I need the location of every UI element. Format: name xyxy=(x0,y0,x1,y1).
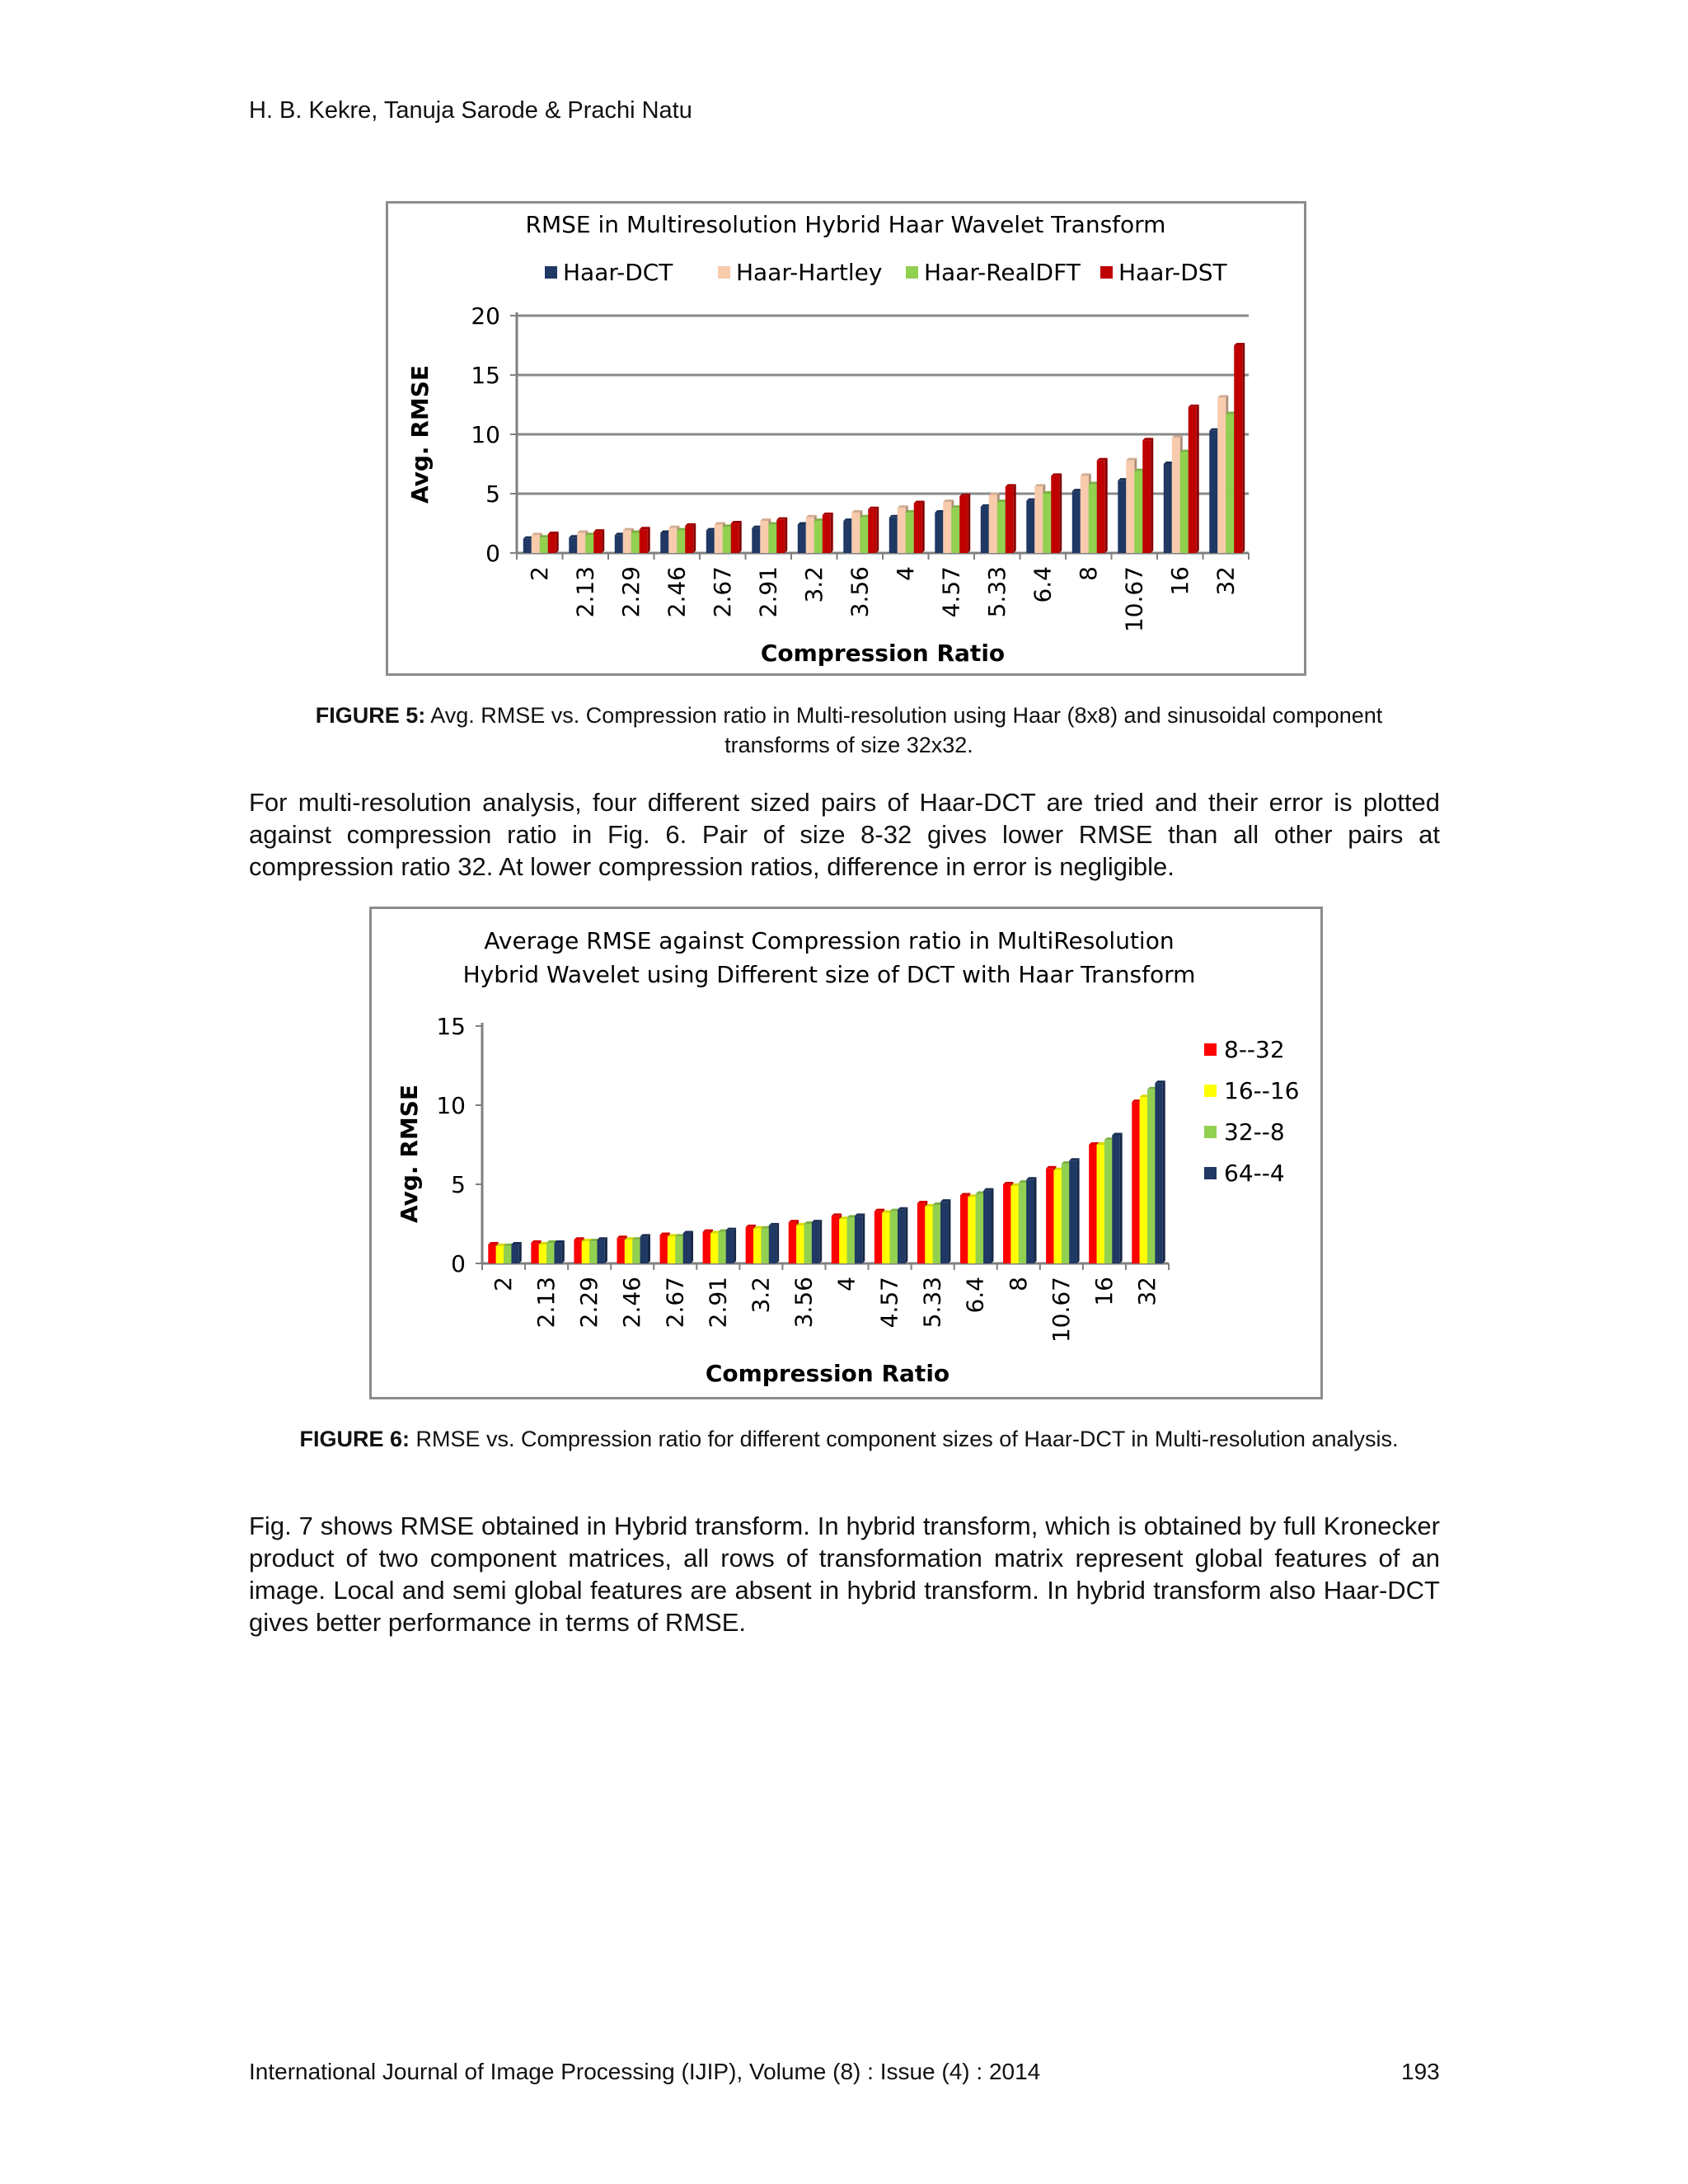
x-tick-label: 2.13 xyxy=(532,1277,560,1329)
bar-side xyxy=(776,1223,779,1263)
bar xyxy=(1051,476,1059,553)
legend-swatch xyxy=(1100,266,1113,279)
bar xyxy=(625,1240,632,1263)
bar xyxy=(574,1240,581,1263)
x-tick-label: 3.56 xyxy=(846,566,874,618)
x-tick-label: 3.2 xyxy=(747,1277,775,1314)
bar xyxy=(1097,1145,1104,1263)
x-tick-label: 16 xyxy=(1090,1277,1118,1306)
bar xyxy=(1003,1184,1010,1263)
bar-side xyxy=(693,523,696,553)
bar xyxy=(814,521,823,553)
bar xyxy=(943,502,951,553)
bar xyxy=(851,513,860,553)
bar-side xyxy=(519,1242,522,1263)
x-tick-label: 2.13 xyxy=(571,566,599,618)
chart-title: Average RMSE against Compression ratio in MultiResolution xyxy=(484,927,1175,954)
y-tick-label: 20 xyxy=(471,302,500,330)
bar-side xyxy=(605,1237,607,1263)
figure5-caption xyxy=(272,701,1426,760)
legend-swatch xyxy=(545,266,557,279)
bar-side xyxy=(562,1240,565,1263)
bar xyxy=(832,1216,839,1263)
legend-swatch xyxy=(1204,1085,1217,1097)
bar-side xyxy=(1034,1177,1037,1263)
legend-swatch xyxy=(906,266,918,279)
x-tick-label: 5.33 xyxy=(918,1277,946,1329)
legend-label: 16--16 xyxy=(1224,1077,1300,1104)
bar-side xyxy=(1014,484,1016,553)
bar xyxy=(1234,345,1242,553)
bar-side xyxy=(648,1234,650,1263)
bar-side xyxy=(968,494,970,553)
bar xyxy=(632,1240,640,1263)
bar xyxy=(968,1197,975,1263)
y-axis-label: Avg. RMSE xyxy=(406,364,434,504)
bar xyxy=(898,1210,905,1263)
bar xyxy=(718,1232,725,1263)
chart-title: Hybrid Wavelet using Different size of DCT with Haar Transform xyxy=(462,961,1196,988)
bar xyxy=(983,1191,991,1263)
bar xyxy=(1209,431,1217,553)
bar xyxy=(860,518,868,553)
running-header: H. B. Kekre, Tanuja Sarode & Prachi Natu xyxy=(249,97,692,124)
bar-side xyxy=(922,501,925,553)
chart-title: RMSE in Multiresolution Hybrid Haar Wavelet Transform xyxy=(525,211,1166,238)
bar xyxy=(1089,1145,1096,1263)
bar xyxy=(723,527,731,553)
footer-journal: International Journal of Image Processing (IJIP), Volume (8) : Issue (4) : 2014 xyxy=(249,2059,1041,2084)
y-tick-label: 0 xyxy=(485,540,500,567)
bar xyxy=(504,1246,511,1263)
y-tick-label: 10 xyxy=(436,1092,466,1119)
bar-side xyxy=(1242,343,1245,553)
bar xyxy=(989,494,997,553)
bar xyxy=(823,515,831,553)
bar xyxy=(889,518,898,553)
bar xyxy=(1147,1090,1155,1263)
bar xyxy=(1026,501,1034,553)
bar-side xyxy=(648,527,650,553)
bar xyxy=(960,1195,968,1263)
figure5-caption-text: Avg. RMSE vs. Compression ratio in Multi-resolution using Haar (8x8) and sinusoidal component transforms of size 32x32. xyxy=(425,703,1383,757)
bar xyxy=(540,537,548,553)
legend-label: 64--4 xyxy=(1224,1160,1285,1187)
bar xyxy=(548,534,556,553)
bar xyxy=(1026,1179,1034,1263)
figure6-chart-svg xyxy=(372,909,1320,1397)
bar-side xyxy=(1059,473,1062,553)
bar xyxy=(1006,486,1014,553)
bar-side xyxy=(734,1228,736,1263)
legend-label: Haar-DCT xyxy=(563,259,673,286)
x-tick-label: 2.46 xyxy=(618,1277,646,1329)
paragraph-2: Fig. 7 shows RMSE obtained in Hybrid transform. In hybrid transform, which is obtained by full Kronecker product of two component matrices, all rows of transformation matrix represent global features of an image. Local and semi global features are absent in hybrid transform. In hybrid transform also Haar-DCT gives better performance in terms of RMSE. xyxy=(249,1511,1440,1637)
bar-side xyxy=(905,1207,907,1263)
bar xyxy=(1010,1186,1018,1263)
bar xyxy=(1043,494,1051,553)
bar xyxy=(640,1236,648,1263)
y-axis-label: Avg. RMSE xyxy=(396,1084,423,1224)
bar xyxy=(1062,1164,1069,1263)
y-tick-label: 5 xyxy=(451,1171,466,1198)
bar xyxy=(1089,484,1097,553)
bar xyxy=(631,533,640,553)
bar xyxy=(1142,440,1151,553)
bar xyxy=(746,1227,753,1263)
bar-side xyxy=(1151,438,1153,553)
bar xyxy=(677,531,685,553)
x-tick-label: 10.67 xyxy=(1047,1277,1075,1343)
bar xyxy=(706,531,715,553)
bar xyxy=(1118,480,1126,553)
legend-swatch xyxy=(1204,1167,1217,1179)
x-tick-label: 8 xyxy=(1074,566,1102,581)
bar-side xyxy=(602,529,604,553)
bar xyxy=(847,1217,855,1263)
x-tick-label: 3.56 xyxy=(790,1277,818,1329)
bar xyxy=(812,1222,819,1263)
figure6-label: FIGURE 6: xyxy=(299,1427,410,1451)
bar xyxy=(1112,1135,1119,1263)
bar xyxy=(511,1244,518,1263)
footer-page-number: 193 xyxy=(1401,2059,1440,2084)
x-tick-label: 2.29 xyxy=(617,566,645,618)
x-tick-label: 2.91 xyxy=(754,566,782,618)
bar xyxy=(768,524,776,553)
bar xyxy=(1189,407,1197,553)
y-tick-label: 0 xyxy=(451,1250,466,1277)
legend-label: Haar-Hartley xyxy=(736,259,883,286)
x-tick-label: 2.67 xyxy=(708,566,736,618)
bar xyxy=(761,1229,768,1263)
bar xyxy=(752,528,760,553)
bar xyxy=(898,508,906,553)
x-tick-label: 4.57 xyxy=(875,1277,903,1329)
bar xyxy=(731,523,739,553)
bar xyxy=(806,518,814,553)
bar xyxy=(1069,1160,1076,1263)
figure6-caption xyxy=(272,1424,1426,1454)
bar xyxy=(769,1226,776,1263)
bar xyxy=(598,1240,605,1263)
bar-side xyxy=(876,507,879,553)
bar xyxy=(1217,397,1226,553)
bar xyxy=(976,1194,983,1263)
bar xyxy=(668,528,677,553)
bar xyxy=(804,1224,811,1263)
bar xyxy=(523,539,532,553)
x-tick-label: 10.67 xyxy=(1120,566,1148,633)
x-tick-label: 16 xyxy=(1165,566,1193,596)
bar xyxy=(1172,438,1180,553)
bar xyxy=(868,509,876,553)
legend-swatch xyxy=(718,266,730,279)
x-tick-label: 6.4 xyxy=(961,1277,989,1314)
bar xyxy=(683,1234,691,1263)
bar-side xyxy=(948,1199,950,1263)
bar xyxy=(617,1238,624,1263)
x-tick-label: 2.91 xyxy=(704,1277,732,1329)
bar xyxy=(703,1232,710,1263)
bar-side xyxy=(1077,1158,1080,1263)
bar-side xyxy=(862,1213,865,1263)
bar xyxy=(1097,461,1105,553)
y-tick-label: 10 xyxy=(471,421,500,448)
x-tick-label: 4.57 xyxy=(937,566,965,618)
bar xyxy=(1134,471,1142,553)
bar xyxy=(554,1243,561,1263)
bar xyxy=(1034,486,1043,553)
bar xyxy=(1053,1170,1061,1263)
bar xyxy=(981,507,989,553)
bar xyxy=(753,1229,761,1263)
bar xyxy=(843,521,851,553)
bar xyxy=(917,1203,925,1263)
bar-side xyxy=(739,521,742,553)
bar xyxy=(789,1222,796,1263)
bar xyxy=(882,1213,889,1263)
bar xyxy=(615,535,623,553)
bar xyxy=(675,1236,682,1263)
legend-label: 32--8 xyxy=(1224,1118,1285,1146)
bar-side xyxy=(1120,1132,1123,1263)
bar xyxy=(1072,491,1081,553)
bar xyxy=(577,533,585,553)
bar xyxy=(531,1243,538,1263)
bar xyxy=(940,1202,948,1263)
bar xyxy=(906,513,914,553)
legend-label: 8--32 xyxy=(1224,1036,1285,1063)
bar xyxy=(933,1205,940,1263)
bar xyxy=(796,1226,804,1263)
y-tick-label: 5 xyxy=(485,480,500,508)
bar-side xyxy=(1163,1080,1165,1263)
bar xyxy=(710,1234,718,1263)
bar xyxy=(1104,1140,1112,1263)
bar xyxy=(997,502,1006,553)
bar xyxy=(874,1212,882,1263)
x-tick-label: 4 xyxy=(832,1277,860,1291)
bar xyxy=(623,531,631,553)
bar-side xyxy=(1105,458,1108,553)
y-tick-label: 15 xyxy=(471,362,500,389)
bar xyxy=(798,524,806,553)
figure5-label: FIGURE 5: xyxy=(315,703,426,728)
legend-swatch xyxy=(1204,1043,1217,1056)
x-tick-label: 2 xyxy=(525,566,553,581)
bar xyxy=(959,496,968,553)
bar xyxy=(546,1243,554,1263)
bar xyxy=(569,537,577,553)
bar xyxy=(726,1230,734,1263)
x-tick-label: 8 xyxy=(1004,1277,1032,1291)
bar-side xyxy=(785,518,787,553)
bar xyxy=(539,1244,546,1263)
x-tick-label: 32 xyxy=(1212,566,1240,596)
figure6-caption-text: RMSE vs. Compression ratio for different component sizes of Haar-DCT in Multi-resolution analysis. xyxy=(410,1427,1399,1451)
bar xyxy=(660,533,668,553)
y-tick-label: 15 xyxy=(436,1013,466,1040)
x-axis-label: Compression Ratio xyxy=(760,640,1006,667)
bar-side xyxy=(831,513,833,553)
figure6-chart xyxy=(369,907,1323,1399)
bar-side xyxy=(1197,405,1199,553)
bar xyxy=(585,535,593,553)
x-tick-label: 2.29 xyxy=(575,1277,603,1329)
bar xyxy=(1155,1083,1162,1263)
figure5-chart-svg xyxy=(388,204,1304,673)
bar-side xyxy=(691,1231,693,1263)
x-tick-label: 5.33 xyxy=(982,566,1010,618)
legend-label: Haar-DST xyxy=(1118,259,1227,286)
bar-side xyxy=(991,1188,993,1263)
bar xyxy=(760,521,768,553)
bar xyxy=(1140,1097,1147,1263)
bar-side xyxy=(819,1220,822,1263)
bar xyxy=(1226,415,1234,553)
bar xyxy=(668,1236,675,1263)
bar xyxy=(593,532,602,553)
legend-label: Haar-RealDFT xyxy=(924,259,1081,286)
bar xyxy=(532,535,540,553)
bar xyxy=(925,1207,932,1263)
bar xyxy=(660,1235,668,1263)
bar xyxy=(914,504,922,553)
x-tick-label: 3.2 xyxy=(799,566,828,603)
bar xyxy=(640,529,648,553)
bar xyxy=(685,526,693,553)
bar xyxy=(1046,1169,1053,1263)
bar xyxy=(715,524,723,553)
bar xyxy=(1132,1102,1139,1263)
bar xyxy=(1126,461,1134,553)
legend-swatch xyxy=(1204,1126,1217,1138)
bar xyxy=(1019,1183,1026,1263)
bar xyxy=(589,1241,597,1263)
bar-side xyxy=(556,532,559,553)
bar xyxy=(839,1219,846,1263)
bar xyxy=(1081,476,1089,553)
x-tick-label: 6.4 xyxy=(1029,566,1057,603)
bar xyxy=(1180,452,1189,553)
figure5-chart xyxy=(386,201,1306,676)
bar xyxy=(582,1241,589,1263)
bar xyxy=(1164,464,1172,553)
x-tick-label: 32 xyxy=(1132,1277,1160,1306)
x-axis-label: Compression Ratio xyxy=(705,1360,950,1387)
bar xyxy=(935,513,943,553)
bar xyxy=(951,508,959,553)
bar xyxy=(488,1244,495,1263)
x-tick-label: 4 xyxy=(891,566,919,581)
bar xyxy=(776,520,785,553)
bar xyxy=(890,1212,898,1263)
bar xyxy=(496,1246,504,1263)
x-tick-label: 2.67 xyxy=(661,1277,689,1329)
x-tick-label: 2 xyxy=(490,1277,518,1291)
x-tick-label: 2.46 xyxy=(663,566,691,618)
bar xyxy=(855,1216,862,1263)
paragraph-1: For multi-resolution analysis, four different sized pairs of Haar-DCT are tried and their error is plotted against compression ratio in Fig. 6. Pair of size 8-32 gives lower RMSE than all other pairs at compression ratio 32. At lower compression ratios, difference in error is negligible. xyxy=(249,788,1440,881)
